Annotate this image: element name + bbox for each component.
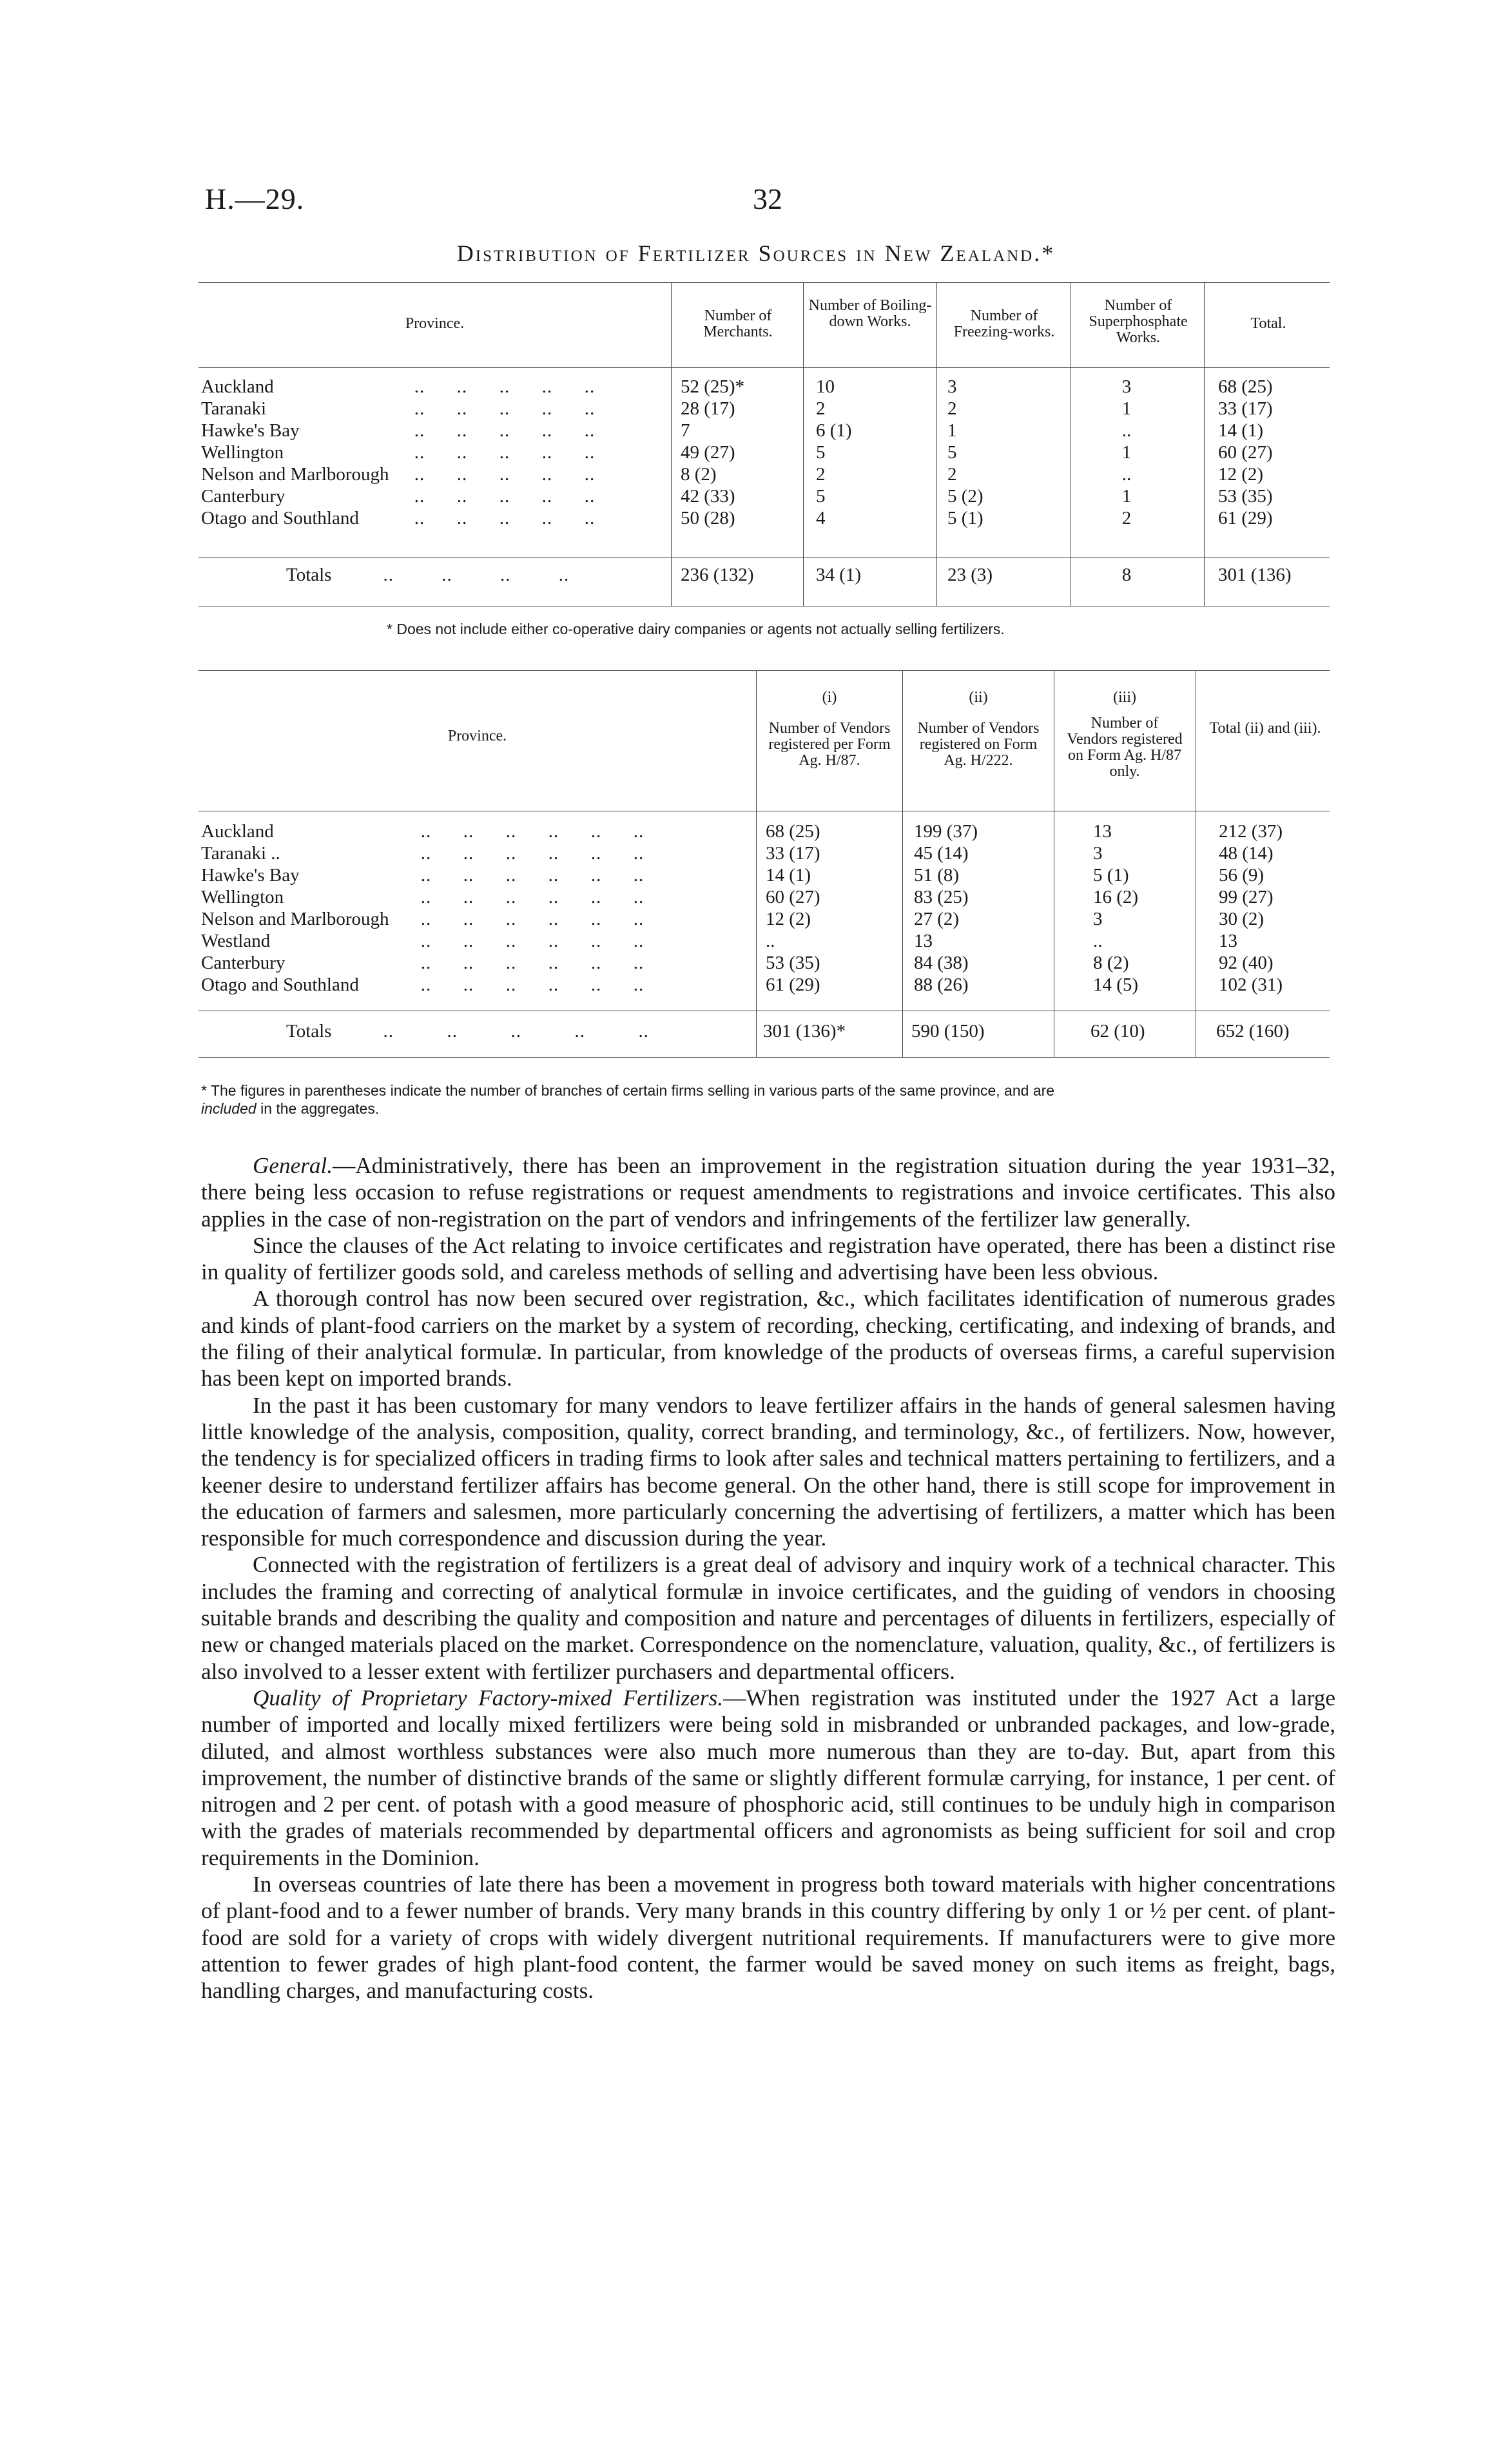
leader-dots: .. .. .. .. .. bbox=[398, 420, 596, 441]
table-cell: 92 (40) bbox=[1219, 953, 1274, 973]
table-cell: 13 bbox=[1219, 931, 1237, 951]
table-cell: 48 (14) bbox=[1219, 843, 1274, 864]
paragraph-text: In the past it has been customary for many vendors to leave fertilizer affairs in the hands of general salesmen having little knowledge of the analysis, composition, quality, correct branding, and terminology, &c., of fertilizers. Now, however, the tendency is for specialized officers in trading firms to look after sales and technical matters pertaining to fertilizers, and a keener desire to understand fertilizer affairs has become general. On the other hand, there is still scope for improvement in the education of farmers and salesmen, more particularly concerning the advertising of fertilizers, a matter which has been responsible for much correspondence and discussion during the year. bbox=[201, 1392, 1335, 1551]
paragraph-text: Connected with the registration of fertilizers is a great deal of advisory and inquiry work of a technical character. This includes the framing and correcting of analytical formulæ in invoice certificates, and the guiding of vendors in choosing suitable brands and describing the quality and composition and nature and percentages of diluents in fertilizers, especially of new or changed materials placed on the market. Correspondence on the nomenclature, valuation, quality, &c., of fertilizers is also involved to a lesser extent with fertilizer purchasers and departmental officers. bbox=[201, 1552, 1335, 1684]
totals-cell: 301 (136)* bbox=[763, 1021, 846, 1042]
table-cell: 84 (38) bbox=[914, 953, 969, 973]
province-name: Canterbury bbox=[201, 486, 286, 507]
table-cell: .. bbox=[1093, 931, 1103, 951]
table-cell: 45 (14) bbox=[914, 843, 969, 864]
totals-cell: 8 bbox=[1121, 565, 1132, 585]
leader-dots: .. .. .. .. .. .. bbox=[405, 821, 645, 842]
totals-label: Totals bbox=[286, 565, 332, 585]
table-cell: 61 (29) bbox=[1218, 508, 1273, 528]
paragraph bbox=[201, 1392, 1335, 1552]
table-cell: 33 (17) bbox=[1218, 398, 1273, 419]
col-header-iii: Number of Vendors registered on Form Ag. H/87 only. bbox=[1067, 715, 1183, 780]
col-header-superphosphate: Number of Superphosphate Works. bbox=[1089, 297, 1188, 346]
table-cell: 13 bbox=[914, 931, 933, 951]
table-cell: .. bbox=[1121, 464, 1132, 485]
col-header-ii-number: (ii) bbox=[969, 689, 988, 706]
table-cell: 5 (2) bbox=[947, 486, 984, 507]
table2-footnote-italic: included bbox=[201, 1100, 257, 1117]
table-cell: 2 bbox=[947, 464, 957, 485]
leader-dots: .. .. .. .. .. .. bbox=[405, 843, 645, 864]
table-cell: 68 (25) bbox=[1218, 376, 1273, 397]
leader-dots: .. .. .. .. .. bbox=[398, 442, 596, 463]
province-name: Auckland bbox=[201, 376, 274, 397]
province-name: Hawke's Bay bbox=[201, 420, 300, 441]
table-cell: 10 bbox=[816, 376, 835, 397]
table-cell: 52 (25)* bbox=[681, 376, 745, 397]
col-header-iii-number: (iii) bbox=[1113, 689, 1136, 706]
table-cell: 14 (5) bbox=[1093, 974, 1139, 995]
leader-dots: .. .. .. .. .. bbox=[398, 464, 596, 485]
leader-dots: .. .. .. .. .. .. bbox=[405, 953, 645, 973]
totals-cell: 23 (3) bbox=[947, 565, 993, 585]
province-name: Taranaki bbox=[201, 398, 267, 419]
col-header-freezing: Number of Freezing-works. bbox=[953, 307, 1055, 340]
table-cell: 5 bbox=[947, 442, 957, 463]
column-rule bbox=[936, 282, 937, 606]
table-cell: 2 bbox=[1121, 508, 1132, 528]
table-cell: 5 bbox=[816, 486, 826, 507]
table-cell: 2 bbox=[816, 398, 826, 419]
leader-dots: .. .. .. .. .. bbox=[398, 398, 596, 419]
table-rule bbox=[199, 1057, 1330, 1058]
table-cell: 16 (2) bbox=[1093, 887, 1139, 907]
col-header-merchants: Number of Merchants. bbox=[703, 307, 773, 340]
paragraph bbox=[201, 1232, 1335, 1286]
body-text bbox=[201, 1152, 1335, 2004]
province-name: Otago and Southland bbox=[201, 974, 359, 995]
table-cell: 8 (2) bbox=[1093, 953, 1129, 973]
province-name: Westland bbox=[201, 931, 271, 951]
paragraph bbox=[201, 1285, 1335, 1391]
table-cell: 14 (1) bbox=[1218, 420, 1264, 441]
table-cell: 102 (31) bbox=[1219, 974, 1283, 995]
table-cell: 49 (27) bbox=[681, 442, 735, 463]
province-name: Hawke's Bay bbox=[201, 865, 300, 886]
totals-cell: 590 (150) bbox=[911, 1021, 985, 1042]
col-header-ii: Number of Vendors registered on Form Ag. H/222. bbox=[917, 720, 1040, 769]
leader-dots: .. .. .. .. .. bbox=[398, 486, 596, 507]
paragraph-heading: Quality of Proprietary Factory-mixed Fertilizers. bbox=[253, 1685, 724, 1710]
table-cell: 199 (37) bbox=[914, 821, 978, 842]
column-rule bbox=[803, 282, 804, 606]
table-cell: 30 (2) bbox=[1219, 909, 1265, 929]
province-name: Otago and Southland bbox=[201, 508, 359, 528]
totals-cell: 236 (132) bbox=[681, 565, 754, 585]
table-cell: .. bbox=[766, 931, 775, 951]
paragraph bbox=[201, 1152, 1335, 1232]
table-cell: 14 (1) bbox=[766, 865, 811, 886]
table-cell: 1 bbox=[1121, 398, 1132, 419]
leader-dots: .. .. .. .. .. .. bbox=[405, 887, 645, 907]
province-name: Wellington bbox=[201, 887, 284, 907]
table-cell: 5 (1) bbox=[947, 508, 984, 528]
table-cell: 5 (1) bbox=[1093, 865, 1129, 886]
table-cell: 1 bbox=[947, 420, 957, 441]
table-cell: 88 (26) bbox=[914, 974, 969, 995]
column-rule bbox=[756, 670, 757, 1057]
table1-title: Distribution of Fertilizer Sources in New Zealand.* bbox=[456, 240, 1056, 266]
page-number: 32 bbox=[753, 182, 782, 215]
column-rule bbox=[902, 670, 903, 1057]
table-cell: 2 bbox=[816, 464, 826, 485]
table-cell: 4 bbox=[816, 508, 826, 528]
leader-dots: .. .. .. .. .. .. bbox=[405, 931, 645, 951]
table-cell: 12 (2) bbox=[766, 909, 811, 929]
paragraph-text: Since the clauses of the Act relating to invoice certificates and registration have operated, there has been a distinct rise in quality of fertilizer goods sold, and careless methods of selling and advertising have been less obvious. bbox=[201, 1232, 1335, 1285]
table-cell: 61 (29) bbox=[766, 974, 820, 995]
table-cell: 27 (2) bbox=[914, 909, 960, 929]
totals-cell: 34 (1) bbox=[816, 565, 862, 585]
table-cell: 5 bbox=[816, 442, 826, 463]
col-header-total: Total. bbox=[1250, 315, 1286, 332]
table-cell: 2 bbox=[947, 398, 957, 419]
table-cell: 53 (35) bbox=[766, 953, 820, 973]
col-header-i-number: (i) bbox=[822, 689, 837, 706]
table-cell: 6 (1) bbox=[816, 420, 852, 441]
leader-dots: .. .. .. .. .. .. bbox=[405, 974, 645, 995]
table-cell: 7 bbox=[681, 420, 690, 441]
totals-cell: 62 (10) bbox=[1090, 1021, 1145, 1042]
table-cell: 83 (25) bbox=[914, 887, 969, 907]
paragraph-heading: General. bbox=[253, 1153, 333, 1178]
table2-footnote-line1: * The figures in parentheses indicate the number of branches of certain firms selling in various parts of the same province, and are bbox=[201, 1082, 1055, 1099]
table-cell: 53 (35) bbox=[1218, 486, 1273, 507]
table-cell: 3 bbox=[947, 376, 957, 397]
province-name: Nelson and Marlborough bbox=[201, 464, 389, 485]
paragraph bbox=[201, 1871, 1335, 2004]
leader-dots: .. .. .. .. .. bbox=[373, 1021, 649, 1042]
table-cell: 1 bbox=[1121, 486, 1132, 507]
totals-label: Totals bbox=[286, 1021, 332, 1042]
table-cell: 13 bbox=[1093, 821, 1112, 842]
table-cell: 3 bbox=[1121, 376, 1132, 397]
table-cell: 60 (27) bbox=[1218, 442, 1273, 463]
table-cell: 68 (25) bbox=[766, 821, 820, 842]
table-cell: 50 (28) bbox=[681, 508, 735, 528]
table1-footnote: * Does not include either co-operative dairy companies or agents not actually selling fertilizers. bbox=[387, 621, 1005, 637]
table-cell: 212 (37) bbox=[1219, 821, 1283, 842]
table-cell: .. bbox=[1121, 420, 1132, 441]
table-cell: 60 (27) bbox=[766, 887, 820, 907]
col-header-total-ii-iii: Total (ii) and (iii). bbox=[1209, 720, 1321, 737]
province-name: Nelson and Marlborough bbox=[201, 909, 389, 929]
table-cell: 56 (9) bbox=[1219, 865, 1265, 886]
paragraph-text: —When registration was instituted under the 1927 Act a large number of imported and locally mixed fertilizers were being sold in misbranded or unbranded packages, and low-grade, diluted, and almost worthless substances were also much more numerous than they are to-day. But, apart from this improvement, the number of distinctive brands of the same or slightly different formulæ carrying, for instance, 1 per cent. of nitrogen and 2 per cent. of potash with a good measure of phosphoric acid, still continues to be unduly high in comparison with the grades of materials recommended by departmental officers and agronomists as being sufficient for soil and crop requirements in the Dominion. bbox=[201, 1685, 1335, 1870]
vendors-registration-table bbox=[199, 670, 1330, 1057]
fertilizer-sources-table bbox=[199, 282, 1330, 617]
table-rule bbox=[199, 282, 1330, 283]
paragraph-text: —Administratively, there has been an improvement in the registration situation during the year 1931–32, there being less occasion to refuse registrations or request amendments to registrations and invoice certificates. This also applies in the case of non-registration on the part of vendors and infringements of the fertilizer law generally. bbox=[201, 1153, 1335, 1232]
paragraph bbox=[201, 1551, 1335, 1684]
table-cell: 28 (17) bbox=[681, 398, 735, 419]
column-rule bbox=[671, 282, 672, 606]
province-name: Auckland bbox=[201, 821, 274, 842]
totals-cell: 652 (160) bbox=[1216, 1021, 1290, 1042]
table-cell: 1 bbox=[1121, 442, 1132, 463]
province-name: Taranaki .. bbox=[201, 843, 280, 864]
col-header-boiling-down: Number of Boiling-down Works. bbox=[808, 297, 932, 330]
table-rule bbox=[199, 670, 1330, 671]
paragraph bbox=[201, 1685, 1335, 1871]
table-cell: 99 (27) bbox=[1219, 887, 1274, 907]
table-cell: 12 (2) bbox=[1218, 464, 1264, 485]
totals-cell: 301 (136) bbox=[1218, 565, 1292, 585]
leader-dots: .. .. .. .. .. bbox=[398, 508, 596, 528]
col-header-province: Province. bbox=[405, 315, 465, 332]
paragraph-text: A thorough control has now been secured over registration, &c., which facilitates identification of numerous grades and kinds of plant-food carriers on the market by a system of recording, checking, certificating, and indexing of brands, and the filing of their analytical formulæ. In particular, from knowledge of the products of overseas firms, a careful supervision has been kept on imported brands. bbox=[201, 1286, 1335, 1391]
table2-footnote bbox=[201, 1081, 1335, 1118]
table-cell: 51 (8) bbox=[914, 865, 960, 886]
leader-dots: .. .. .. .. .. .. bbox=[405, 865, 645, 886]
column-rule bbox=[1204, 282, 1205, 606]
paragraph-text: In overseas countries of late there has been a movement in progress both toward materials with higher concentrations of plant-food and to a fewer number of brands. Very many brands in this country differing by only 1 or ½ per cent. of plant-food are sold for a variety of crops with widely divergent nutritional requirements. If manufacturers were to give more attention to fewer grades of high plant-food content, the farmer would be saved money on such items as freight, bags, handling charges, and manufacturing costs. bbox=[201, 1872, 1335, 2004]
report-code: H.—29. bbox=[205, 182, 305, 215]
table-cell: 3 bbox=[1093, 909, 1103, 929]
leader-dots: .. .. .. .. .. bbox=[398, 376, 596, 397]
table-rule bbox=[199, 367, 1330, 368]
table2-footnote-line2: in the aggregates. bbox=[256, 1100, 380, 1117]
leader-dots: .. .. .. .. .. .. bbox=[405, 909, 645, 929]
col-header-province: Province. bbox=[447, 728, 507, 744]
table-cell: 3 bbox=[1093, 843, 1103, 864]
leader-dots: .. .. .. .. bbox=[373, 565, 570, 585]
table-cell: 33 (17) bbox=[766, 843, 820, 864]
province-name: Wellington bbox=[201, 442, 284, 463]
province-name: Canterbury bbox=[201, 953, 286, 973]
table-cell: 8 (2) bbox=[681, 464, 717, 485]
col-header-i: Number of Vendors registered per Form Ag. H/87. bbox=[768, 720, 891, 769]
table-cell: 42 (33) bbox=[681, 486, 735, 507]
